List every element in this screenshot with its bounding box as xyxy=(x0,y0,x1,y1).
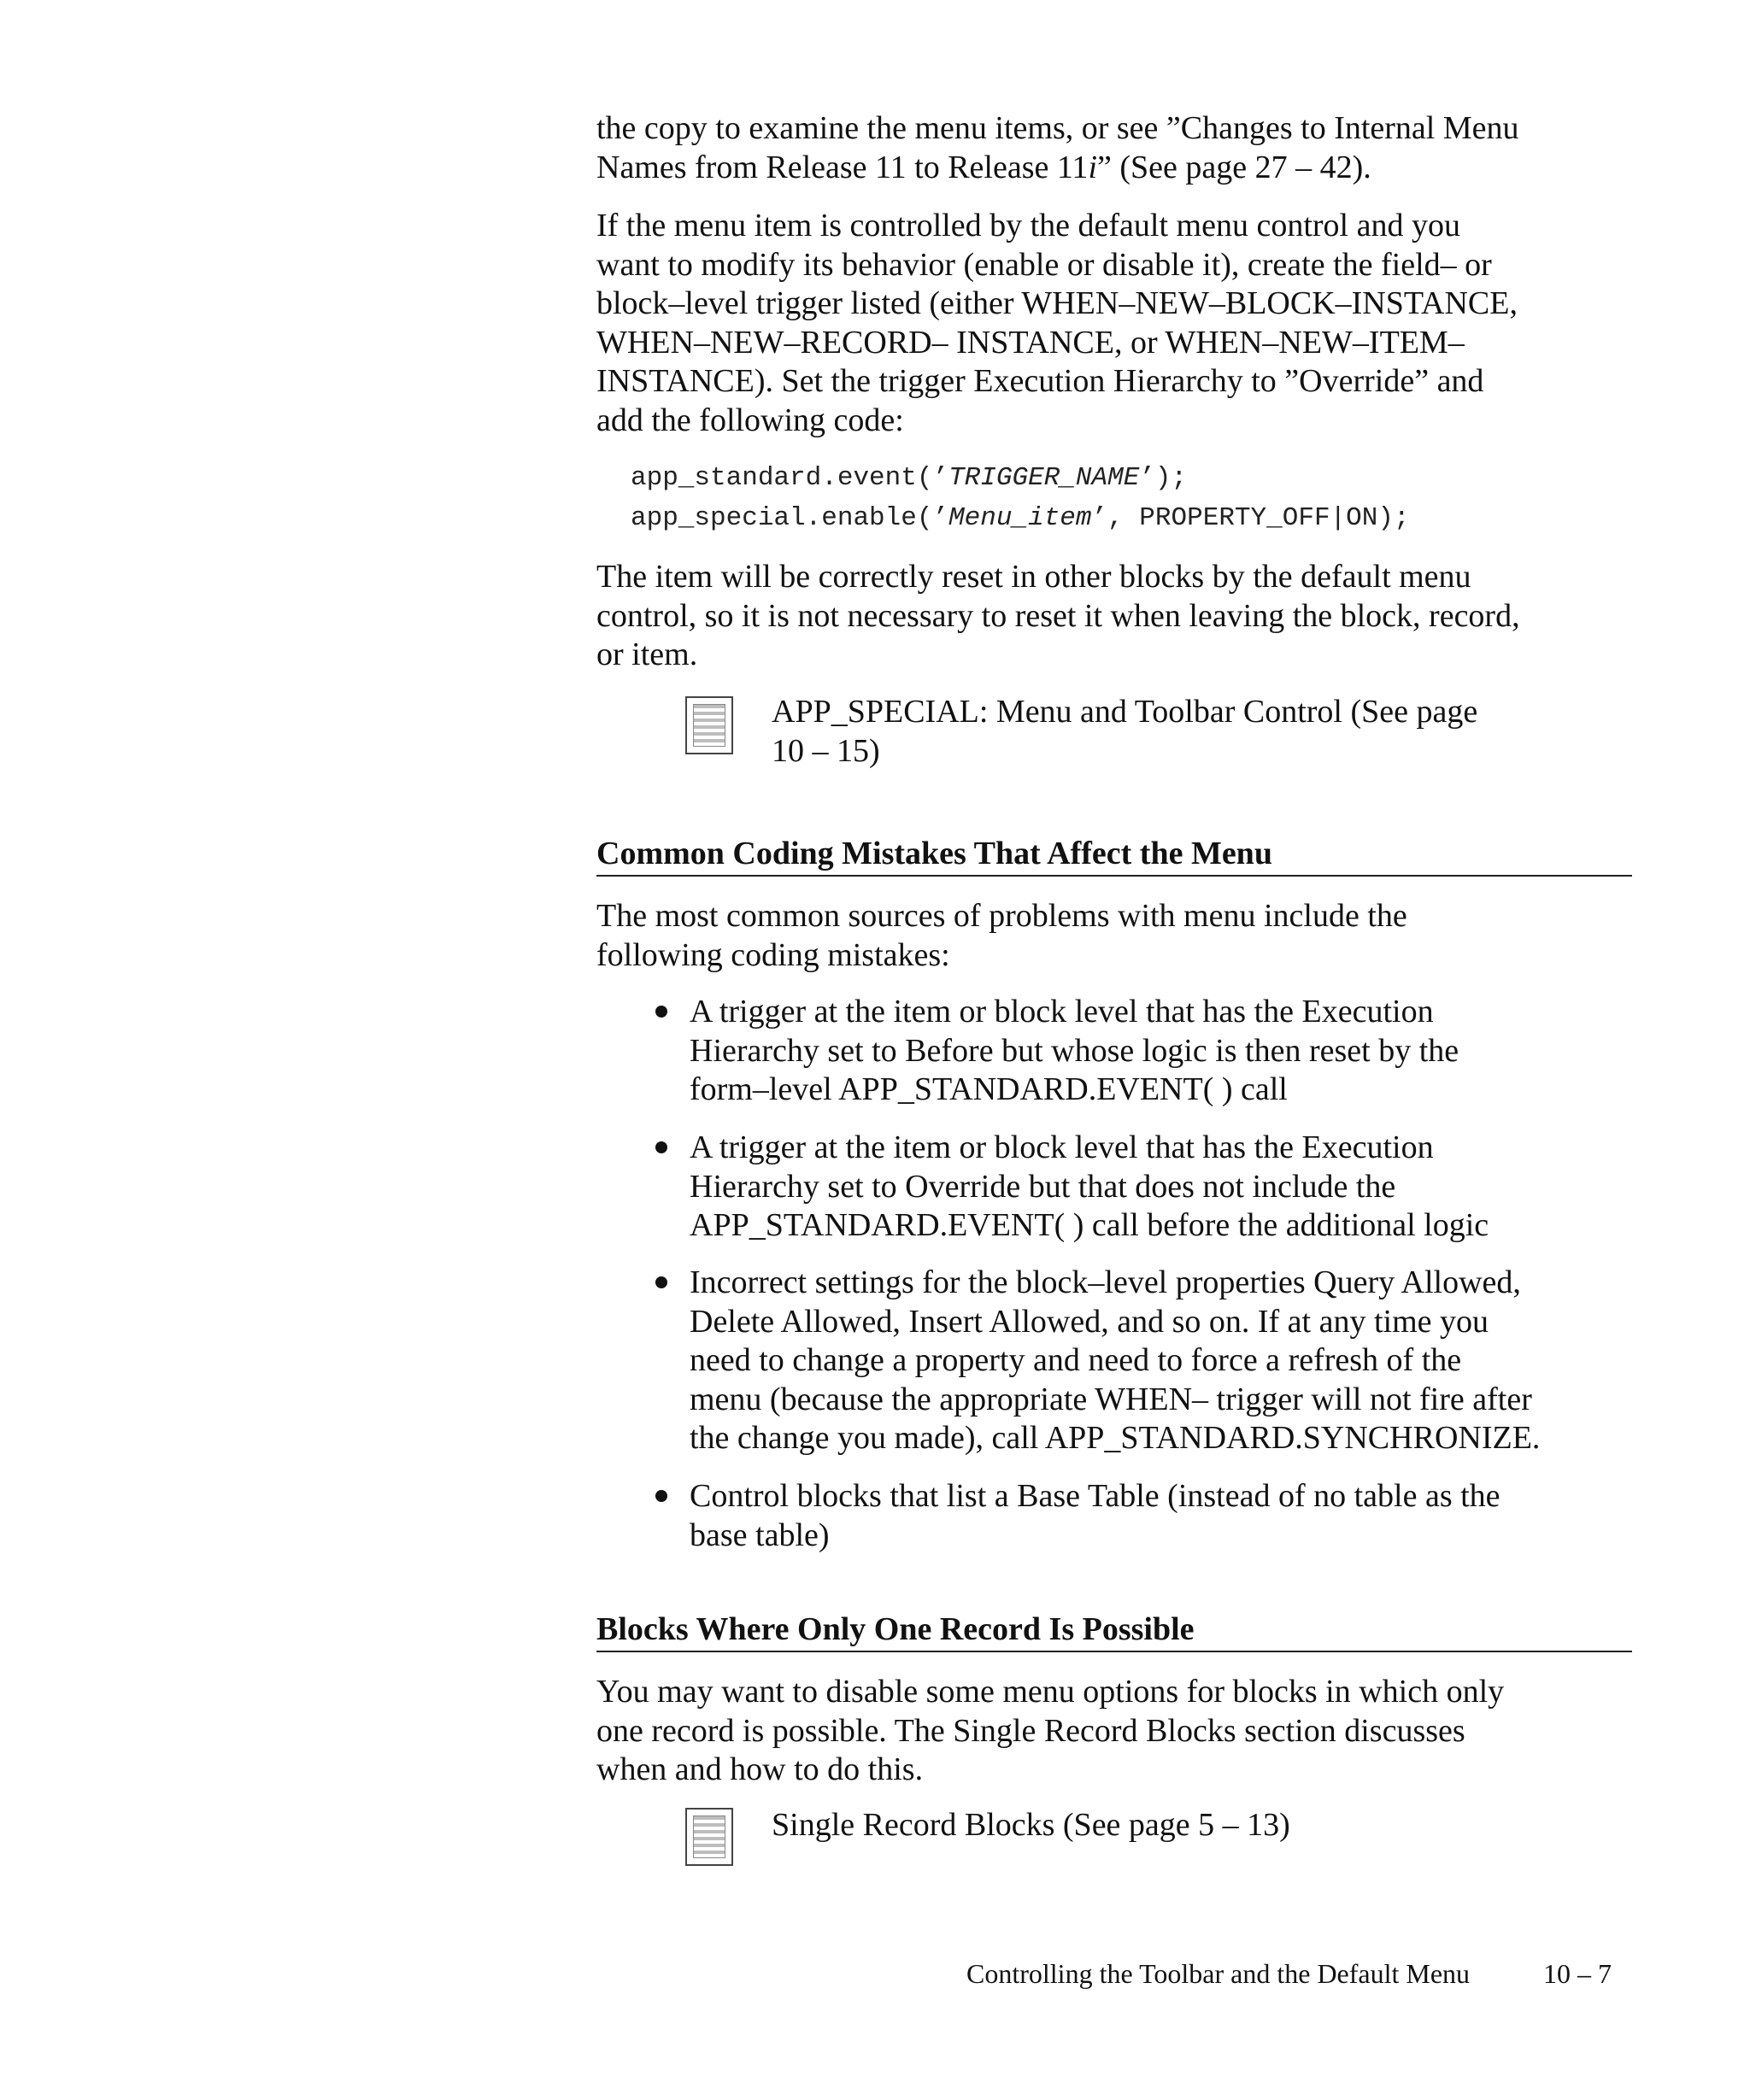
bullet-icon xyxy=(655,1141,667,1153)
code-placeholder: Menu_item xyxy=(948,503,1092,533)
text-line: form–level APP_STANDARD.EVENT( ) call xyxy=(690,1071,1288,1107)
text-line: Hierarchy set to Before but whose logic is then reset by the xyxy=(690,1032,1459,1069)
text-line: the change you made), call APP_STANDARD.SYNCHRONIZE. xyxy=(690,1420,1541,1456)
menu-control-paragraph xyxy=(596,207,1635,440)
list-item-text xyxy=(690,993,1635,1110)
code-text: ’, PROPERTY_OFF|ON); xyxy=(1091,503,1410,533)
text-line: base table) xyxy=(690,1516,830,1553)
text-line: A trigger at the item or block level that has the Execution xyxy=(690,1129,1434,1165)
cross-reference-text: Single Record Blocks (See page 5 – 13) xyxy=(772,1807,1290,1843)
text-line: one record is possible. The Single Record Blocks section discusses xyxy=(596,1712,1465,1749)
text-line: block–level trigger listed (either WHEN–NEW–BLOCK–INSTANCE, xyxy=(596,285,1518,321)
text-line: Control blocks that list a Base Table (instead of no table as the xyxy=(690,1478,1500,1514)
text-line: Incorrect settings for the block–level properties Query Allowed, xyxy=(690,1264,1521,1300)
bullet-icon xyxy=(655,1276,667,1288)
section-heading-single-record: Blocks Where Only One Record Is Possible xyxy=(596,1610,1632,1652)
text-line: If the menu item is controlled by the default menu control and you xyxy=(596,208,1460,243)
text-line: or item. xyxy=(596,636,698,672)
list-item-text xyxy=(690,1477,1635,1555)
text-line: The item will be correctly reset in other blocks by the default menu xyxy=(596,559,1471,595)
text-line: A trigger at the item or block level that has the Execution xyxy=(690,994,1434,1029)
text-line: WHEN–NEW–RECORD– INSTANCE, or WHEN–NEW–ITEM– xyxy=(596,324,1465,361)
list-item-text xyxy=(690,1129,1635,1246)
text-line: APP_SPECIAL: Menu and Toolbar Control (See page xyxy=(772,694,1478,730)
text-span: Names from Release 11 to Release 11 xyxy=(596,149,1089,185)
single-record-paragraph xyxy=(596,1673,1635,1790)
code-placeholder: TRIGGER_NAME xyxy=(948,463,1140,493)
italic-release-suffix: i xyxy=(1088,149,1097,185)
reset-paragraph xyxy=(596,558,1635,675)
section-heading-coding-mistakes: Common Coding Mistakes That Affect the Menu xyxy=(596,835,1632,877)
code-text: ’); xyxy=(1139,463,1188,493)
continued-paragraph xyxy=(596,109,1635,187)
text-line: the copy to examine the menu items, or see ”Changes to Internal Menu xyxy=(596,110,1519,146)
footer-chapter-title: Controlling the Toolbar and the Default Menu xyxy=(966,1958,1471,1989)
cross-reference-app-special[interactable] xyxy=(685,696,1635,782)
bullet-icon xyxy=(655,1006,667,1018)
text-line: Hierarchy set to Override but that does not include the xyxy=(690,1168,1396,1205)
cross-reference-text xyxy=(772,693,1558,771)
text-line: menu (because the appropriate WHEN– trigger will not fire after xyxy=(690,1381,1532,1417)
code-block xyxy=(631,458,1410,538)
text-line xyxy=(596,149,1635,188)
code-line xyxy=(631,498,1410,538)
code-text: app_special.enable(’ xyxy=(631,503,949,533)
text-line: following coding mistakes: xyxy=(596,936,950,973)
footer-page-number: 10 – 7 xyxy=(1543,1958,1612,1989)
text-line: want to modify its behavior (enable or disable it), create the field– or xyxy=(596,246,1492,283)
text-line: control, so it is not necessary to reset it when leaving the block, record, xyxy=(596,597,1520,634)
document-icon xyxy=(685,696,733,754)
text-line: add the following code: xyxy=(596,402,904,438)
code-text: app_standard.event(’ xyxy=(631,463,949,493)
text-line: when and how to do this. xyxy=(596,1751,924,1787)
cross-reference-link[interactable]: ” (See page 27 – 42). xyxy=(1097,149,1371,185)
text-line: You may want to disable some menu options for blocks in which only xyxy=(596,1674,1505,1710)
text-line: APP_STANDARD.EVENT( ) call before the additional logic xyxy=(690,1207,1489,1243)
text-line: The most common sources of problems with menu include the xyxy=(596,898,1407,934)
code-line xyxy=(631,458,1410,498)
text-line: INSTANCE). Set the trigger Execution Hierarchy to ”Override” and xyxy=(596,363,1484,399)
text-line: 10 – 15) xyxy=(772,732,880,769)
list-item-text xyxy=(690,1264,1635,1458)
cross-reference-single-record-blocks[interactable] xyxy=(685,1808,1635,1868)
document-icon xyxy=(685,1808,733,1866)
coding-mistakes-intro xyxy=(596,897,1635,975)
bullet-icon xyxy=(655,1490,667,1502)
text-line: need to change a property and need to force a refresh of the xyxy=(690,1342,1462,1378)
text-line: Delete Allowed, Insert Allowed, and so on. If at any time you xyxy=(690,1303,1489,1340)
